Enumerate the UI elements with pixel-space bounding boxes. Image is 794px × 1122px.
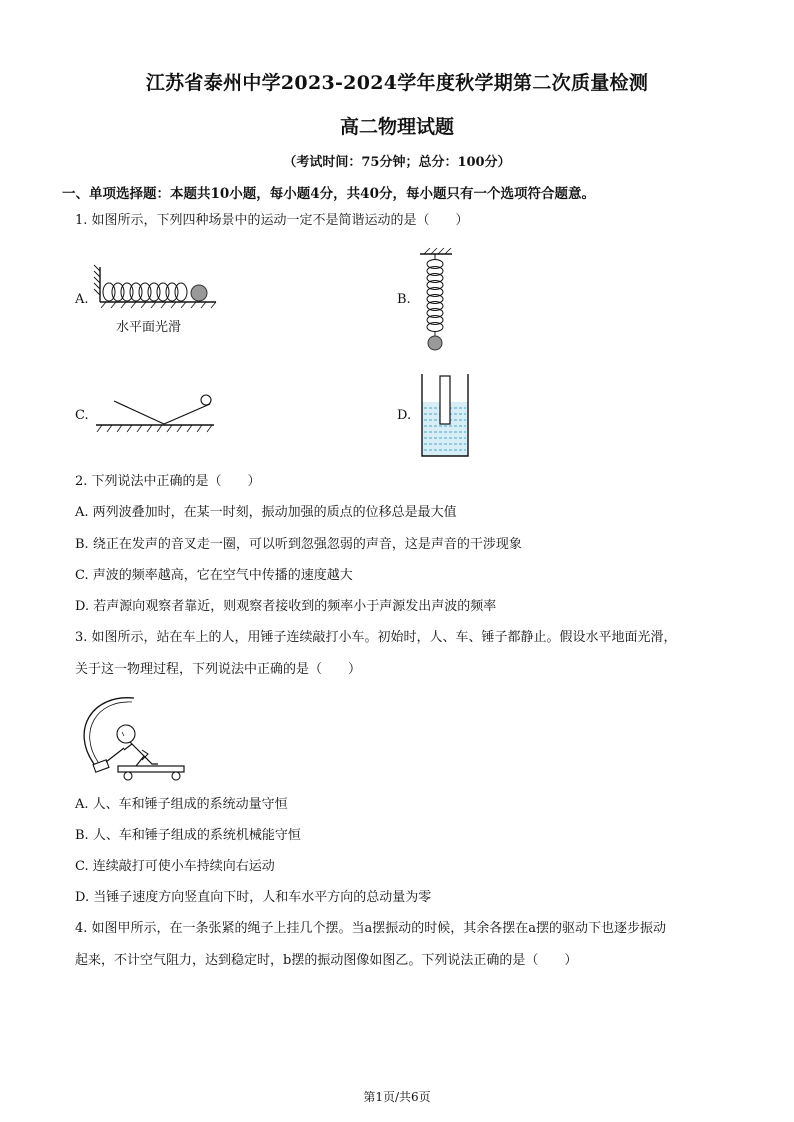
q1-option-a-caption: 水平面光滑 xyxy=(116,320,182,335)
q2-stem: 2. 下列说法中正确的是（ ） xyxy=(75,474,261,489)
q3-option-d: D. 当锤子速度方向竖直向下时，人和车水平方向的总动量为零 xyxy=(75,890,432,905)
page-footer: 第1页/共6页 xyxy=(363,1090,431,1104)
section-heading: 一、单项选择题：本题共10小题，每小题4分，共40分，每小题只有一个选项符合题意。 xyxy=(62,186,595,202)
q1-option-c-label: C. xyxy=(75,408,89,423)
q4-stem-line1: 4. 如图甲所示，在一条张紧的绳子上挂几个摆。当a摆振动的时候，其余各摆在a摆的驱动下也逐步振动 xyxy=(75,921,667,936)
q3-figure-hammer-cart xyxy=(72,690,194,784)
q1-figure-d xyxy=(420,372,474,460)
q1-stem: 1. 如图所示，下列四种场景中的运动一定不是简谐运动的是（ ） xyxy=(75,213,469,228)
q1-figure-c xyxy=(94,392,224,436)
q2-option-b: B. 绕正在发声的音叉走一圈，可以听到忽强忽弱的声音，这是声音的干涉现象 xyxy=(75,537,522,552)
q3-stem-line1: 3. 如图所示，站在车上的人，用锤子连续敲打小车。初始时，人、车、锤子都静止。假设水平地面光滑， xyxy=(75,630,677,645)
q3-option-a: A. 人、车和锤子组成的系统动量守恒 xyxy=(75,797,288,812)
exam-info: （考试时间：75分钟；总分：100分） xyxy=(283,155,511,170)
q3-option-b: B. 人、车和锤子组成的系统机械能守恒 xyxy=(75,828,301,843)
q2-option-a: A. 两列波叠加时，在某一时刻，振动加强的质点的位移总是最大值 xyxy=(75,505,457,520)
exam-subtitle: 高二物理试题 xyxy=(339,116,454,138)
q2-option-d: D. 若声源向观察者靠近，则观察者接收到的频率小于声源发出声波的频率 xyxy=(75,599,497,614)
q1-figure-b xyxy=(418,248,458,354)
q2-option-c: C. 声波的频率越高，它在空气中传播的速度越大 xyxy=(75,568,353,583)
exam-title: 江苏省泰州中学2023-2024学年度秋学期第二次质量检测 xyxy=(145,72,649,94)
q3-option-c: C. 连续敲打可使小车持续向右运动 xyxy=(75,859,275,874)
q1-option-b-label: B. xyxy=(397,292,411,307)
q3-stem-line2: 关于这一物理过程，下列说法中正确的是（ ） xyxy=(75,662,362,677)
q1-figure-a xyxy=(92,265,222,315)
q1-option-a-label: A. xyxy=(75,292,89,307)
q1-option-d-label: D. xyxy=(397,408,412,423)
q4-stem-line2: 起来，不计空气阻力，达到稳定时，b摆的振动图像如图乙。下列说法正确的是（ ） xyxy=(75,953,578,968)
